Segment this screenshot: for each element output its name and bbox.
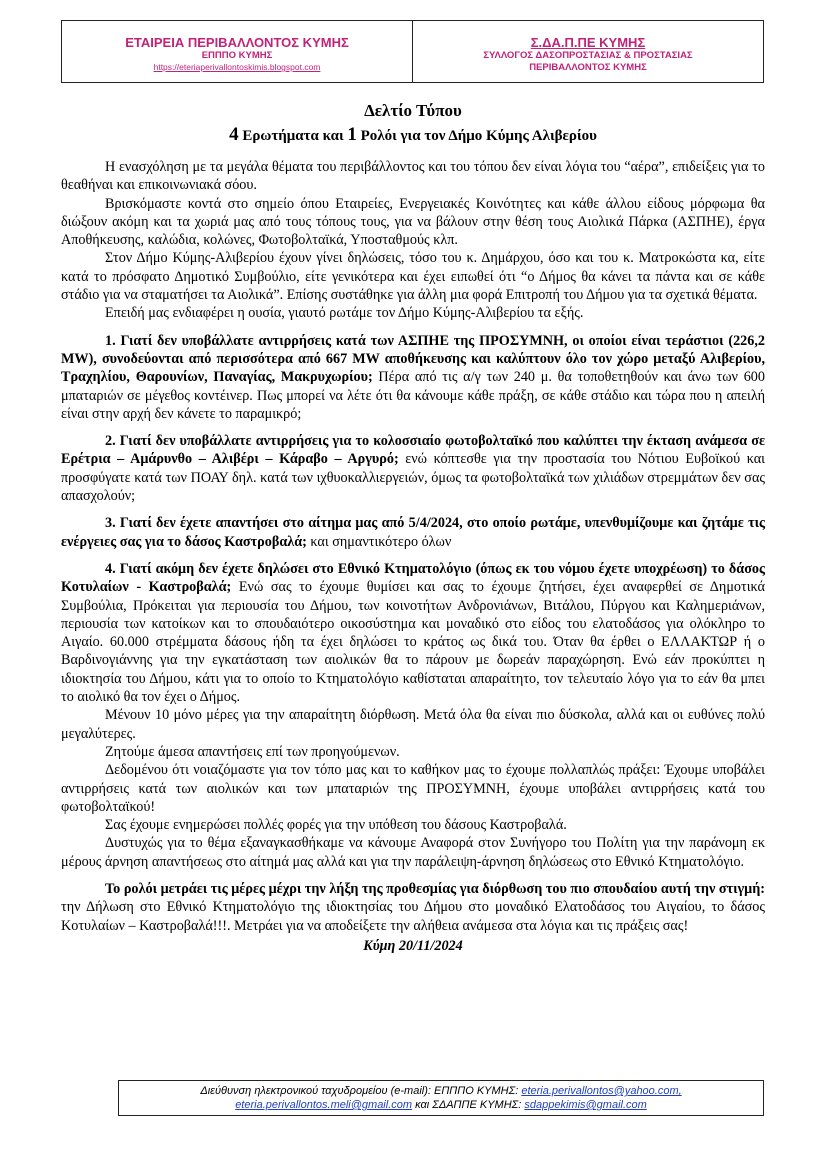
question-2 [61,432,765,505]
header-right-subtitle-2: ΠΕΡΙΒΑΛΛΟΝΤΟΣ ΚΥΜΗΣ [529,62,647,73]
paragraph-final [61,880,765,935]
subtitle-number-clock: 1 [347,124,357,145]
body-text [61,158,765,955]
paragraph-informed: Σας έχουμε ενημερώσει πολλές φορές για την υπόθεση του δάσους Καστροβαλά. [105,817,567,834]
question-3 [61,514,765,551]
header-right-title: Σ.ΔΑ.Π.ΠΕ ΚΥΜΗΣ [530,35,646,50]
header-left-subtitle: ΕΠΠΠΟ ΚΥΜΗΣ [201,50,273,61]
paragraph-deadline: Μένουν 10 μόνο μέρες για την απαραίτητη διόρθωση. Μετά όλα θα είναι πιο δύσκολα, αλλά και οι ευθύνες πολύ μεγαλύτερες. [61,707,765,742]
question-2-text: ενώ κόπτεσθε για την προστασία του Νότιου Ευβοϊκού και προσφύγατε κατά των ΠΟΑΥ δηλ. κατά των ιχθυοκαλλιεργειών, όμως τα φωτοβολταϊκά των χιλιάδων στρεμμάτων δεν σας απασχολούν; [61,451,765,505]
header-left-title: ΕΤΑΙΡΕΙΑ ΠΕΡΙΒΑΛΛΟΝΤΟΣ ΚΥΜΗΣ [125,35,349,50]
question-1-bold: 1. Γιατί δεν υποβάλλατε αντιρρήσεις κατά των ΑΣΠΗΕ της ΠΡΟΣΥΜΝΗ, οι οποίοι είναι τεράστιοι (226,2 MW), συνοδεύονται από περισσότερα από 667 MW αποθήκευσης και καλύπτουν όλο τον χώρο μεταξύ Αλιβερίου, Τραχηλίου, Θαρουνίων, Παναγίας, Μακρυχωρίου; [61,332,765,386]
question-4-bold: 4. Γιατί ακόμη δεν έχετε δηλώσει στο Εθνικό Κτηματολόγιο (όπως εκ του νόμου έχετε υποχρέωση) το δάσος Κοτυλαίων - Καστροβαλά; [61,560,765,596]
question-1 [61,332,765,423]
paragraph-question-lead: Επειδή μας ενδιαφέρει η ουσία, γιαυτό ρωτάμε τον Δήμο Κύμης-Αλιβερίου τα εξής. [105,305,584,322]
footer-email-2[interactable]: eteria.perivallontos.meli@gmail.com [235,1099,413,1111]
paragraph-actions: Δεδομένου ότι νοιαζόμαστε για τον τόπο μας και το καθήκον μας το έχουμε πολλαπλώς πράξει: Έχουμε υποβάλει αντιρρήσεις κατά των αιολικών και των μπαταριών της ΠΡΟΣΥΜΝΗ, έχουμε υποβάλει αντιρρήσεις κατά του φωτοβολταϊκού! [61,762,765,815]
question-1-text: Πέρα από τις α/γ των 240 μ. θα τοποθετηθούν και άνω των 600 μπαταριών σε μέγεθος κοντέινερ. Πως μπορεί να λέτε ότι θα κάνουμε κάθε πράξη, σε κάθε στάδιο και τώρα που η απειλή είναι στην αρχή δεν κάνετε το παραμικρό; [61,369,765,422]
document-subtitle [0,124,826,146]
footer-line-1 [119,1084,763,1098]
footer-mid: και ΣΔΑΠΠΕ ΚΥΜΗΣ: [412,1099,525,1111]
paragraph-context: Βρισκόμαστε κοντά στο σημείο όπου Εταιρείες, Ενεργειακές Κοινότητες και κάθε άλλου είδους μόρφωμα θα διώξουν ακόμη και τα χωριά μας από τους τόπους τους, για να βάλουν στην θέση τους Αιολικά Πάρκα (ΑΣΠΗΕ), έργα Αποθήκευσης, καλώδια, κολώνες, Φωτοβολταϊκά, Υποσταθμούς κλπ. [61,195,765,249]
header-right-subtitle-1: ΣΥΛΛΟΓΟΣ ΔΑΣΟΠΡΟΣΤΑΣΙΑΣ & ΠΡΟΣΤΑΣΙΑΣ [483,50,693,61]
question-4-text: Ενώ σας το έχουμε θυμίσει και σας το έχουμε ζητήσει, έχει αναφερθεί σε Δημοτικά Συμβούλια, Πρόκειται για περιουσία του Δήμου, των κοινοτήτων Ανδρονιάνων, Βιτάλου, Πύργου και Καλημεριάνων, περιουσία των κατοίκων και το σπουδαιότερο οικοσύστημα και μοναδικό στο είδος του ελατοδάσος για ολόκληρο το Αιγαίο. 60.000 στρέμματα δάσους ήδη τα έχει δηλώσει το κράτος ως δικά του. Όταν θα έρθει ο ΕΛΛΑΚΤΩΡ ή ο Βαρδινογιάννης για την εγκατάσταση των αιολικών θα το πάρουν με δωρεάν παραχώρηση. Ενώ εάν προκύπτει η ιδιοκτησία του Δήμου, κάτι για το οποίο το Κτηματολόγιο καθίσταται απαραίτητο, τον τελευταίο λόγο για το εάν θα μπει το αιολικό θα τον έχει ο Δήμος. [61,579,765,706]
question-3-bold: 3. Γιατί δεν έχετε απαντήσει στο αίτημα μας από 5/4/2024, στο οποίο ρωτάμε, υπενθυμίζουμε και ζητάμε τις ενέργειες σας για το δάσος Καστροβαλά; [61,515,765,550]
paragraph-intro: Η ενασχόληση με τα μεγάλα θέματα του περιβάλλοντος και του τόπου δεν είναι λόγια του “αέρα”, επιδείξεις για το θεαθήναι και επικοινωνιακά σόου. [61,159,765,194]
paragraph-demand: Ζητούμε άμεσα απαντήσεις επί των προηγούμενων. [105,743,400,760]
paragraph-statements: Στον Δήμο Κύμης-Αλιβερίου έχουν γίνει δηλώσεις, τόσο του κ. Δημάρχου, όσο και του κ. Ματροκώστα κα, είτε κατά το πρόσφατο Δημοτικό Συμβούλιο, είτε γενικότερα και έχει ειπωθεί ότι “ο Δήμος θα κάνει τα πάντα και σε κάθε στάδιο για να σταματήσει τα Αιολικά”. Επίσης συστάθηκε για άλλη μια φορά Επιτροπή του Δήμου για τα σχετικά θέματα. [61,250,765,304]
footer-email-1[interactable]: eteria.perivallontos@yahoo.com, [521,1085,682,1097]
paragraph-ombudsman: Δυστυχώς για το θέμα εξαναγκασθήκαμε να κάνουμε Αναφορά στον Συνήγορο του Πολίτη για την παράνομη εκ μέρους άρνηση απαντήσεως στο αίτημά μας αλλά και για την παράλειψη-άρνηση δηλώσεως στο Εθνικό Κτηματολόγιο. [61,835,765,870]
paragraph-final-bold: Το ρολόι μετράει τις μέρες μέχρι την λήξη της προθεσμίας για διόρθωση του πιο σπουδαίου αυτή την στιγμή: [105,880,765,897]
footer-line-2 [119,1098,763,1112]
question-2-bold: 2. Γιατί δεν υποβάλλατε αντιρρήσεις για το κολοσσιαίο φωτοβολταϊκό που καλύπτει την έκταση ανάμεσα σε Ερέτρια – Αμάρυνθο – Αλιβέρι – Κάραβο – Αργυρό; [61,433,765,468]
paragraph-final-text: την Δήλωση στο Εθνικό Κτηματολόγιο της ιδιοκτησίας του Δήμου στο μοναδικό Ελατοδάσος του Αιγαίου, το δάσος Κοτυλαίων – Καστροβαλά!!!. Μετράει για να αποδείξετε την αλήθεια ανάμεσα στα λόγια και τις πράξεις σας! [61,899,765,934]
footer-email-3[interactable]: sdappekimis@gmail.com [524,1099,647,1111]
document-title: Δελτίο Τύπου [364,101,462,120]
header-blog-link[interactable]: https://eteriaperivallontoskimis.blogspot.com [153,62,321,72]
header-right [412,21,763,82]
footer-contact-box [118,1080,764,1116]
footer-label: Διεύθυνση ηλεκτρονικού ταχυδρομείου (e-mail): ΕΠΠΠΟ ΚΥΜΗΣ: [200,1085,522,1097]
subtitle-part-2: Ρολόι για τον Δήμο Κύμης Αλιβερίου [356,128,597,144]
subtitle-part-1: Ερωτήματα και [238,128,348,144]
header-box [61,20,764,83]
question-3-text: και σημαντικότερο όλων [306,533,452,550]
question-4 [61,560,765,706]
subtitle-number-questions: 4 [229,124,239,145]
signature-date: Κύμη 20/11/2024 [363,937,463,954]
header-left [62,21,412,82]
